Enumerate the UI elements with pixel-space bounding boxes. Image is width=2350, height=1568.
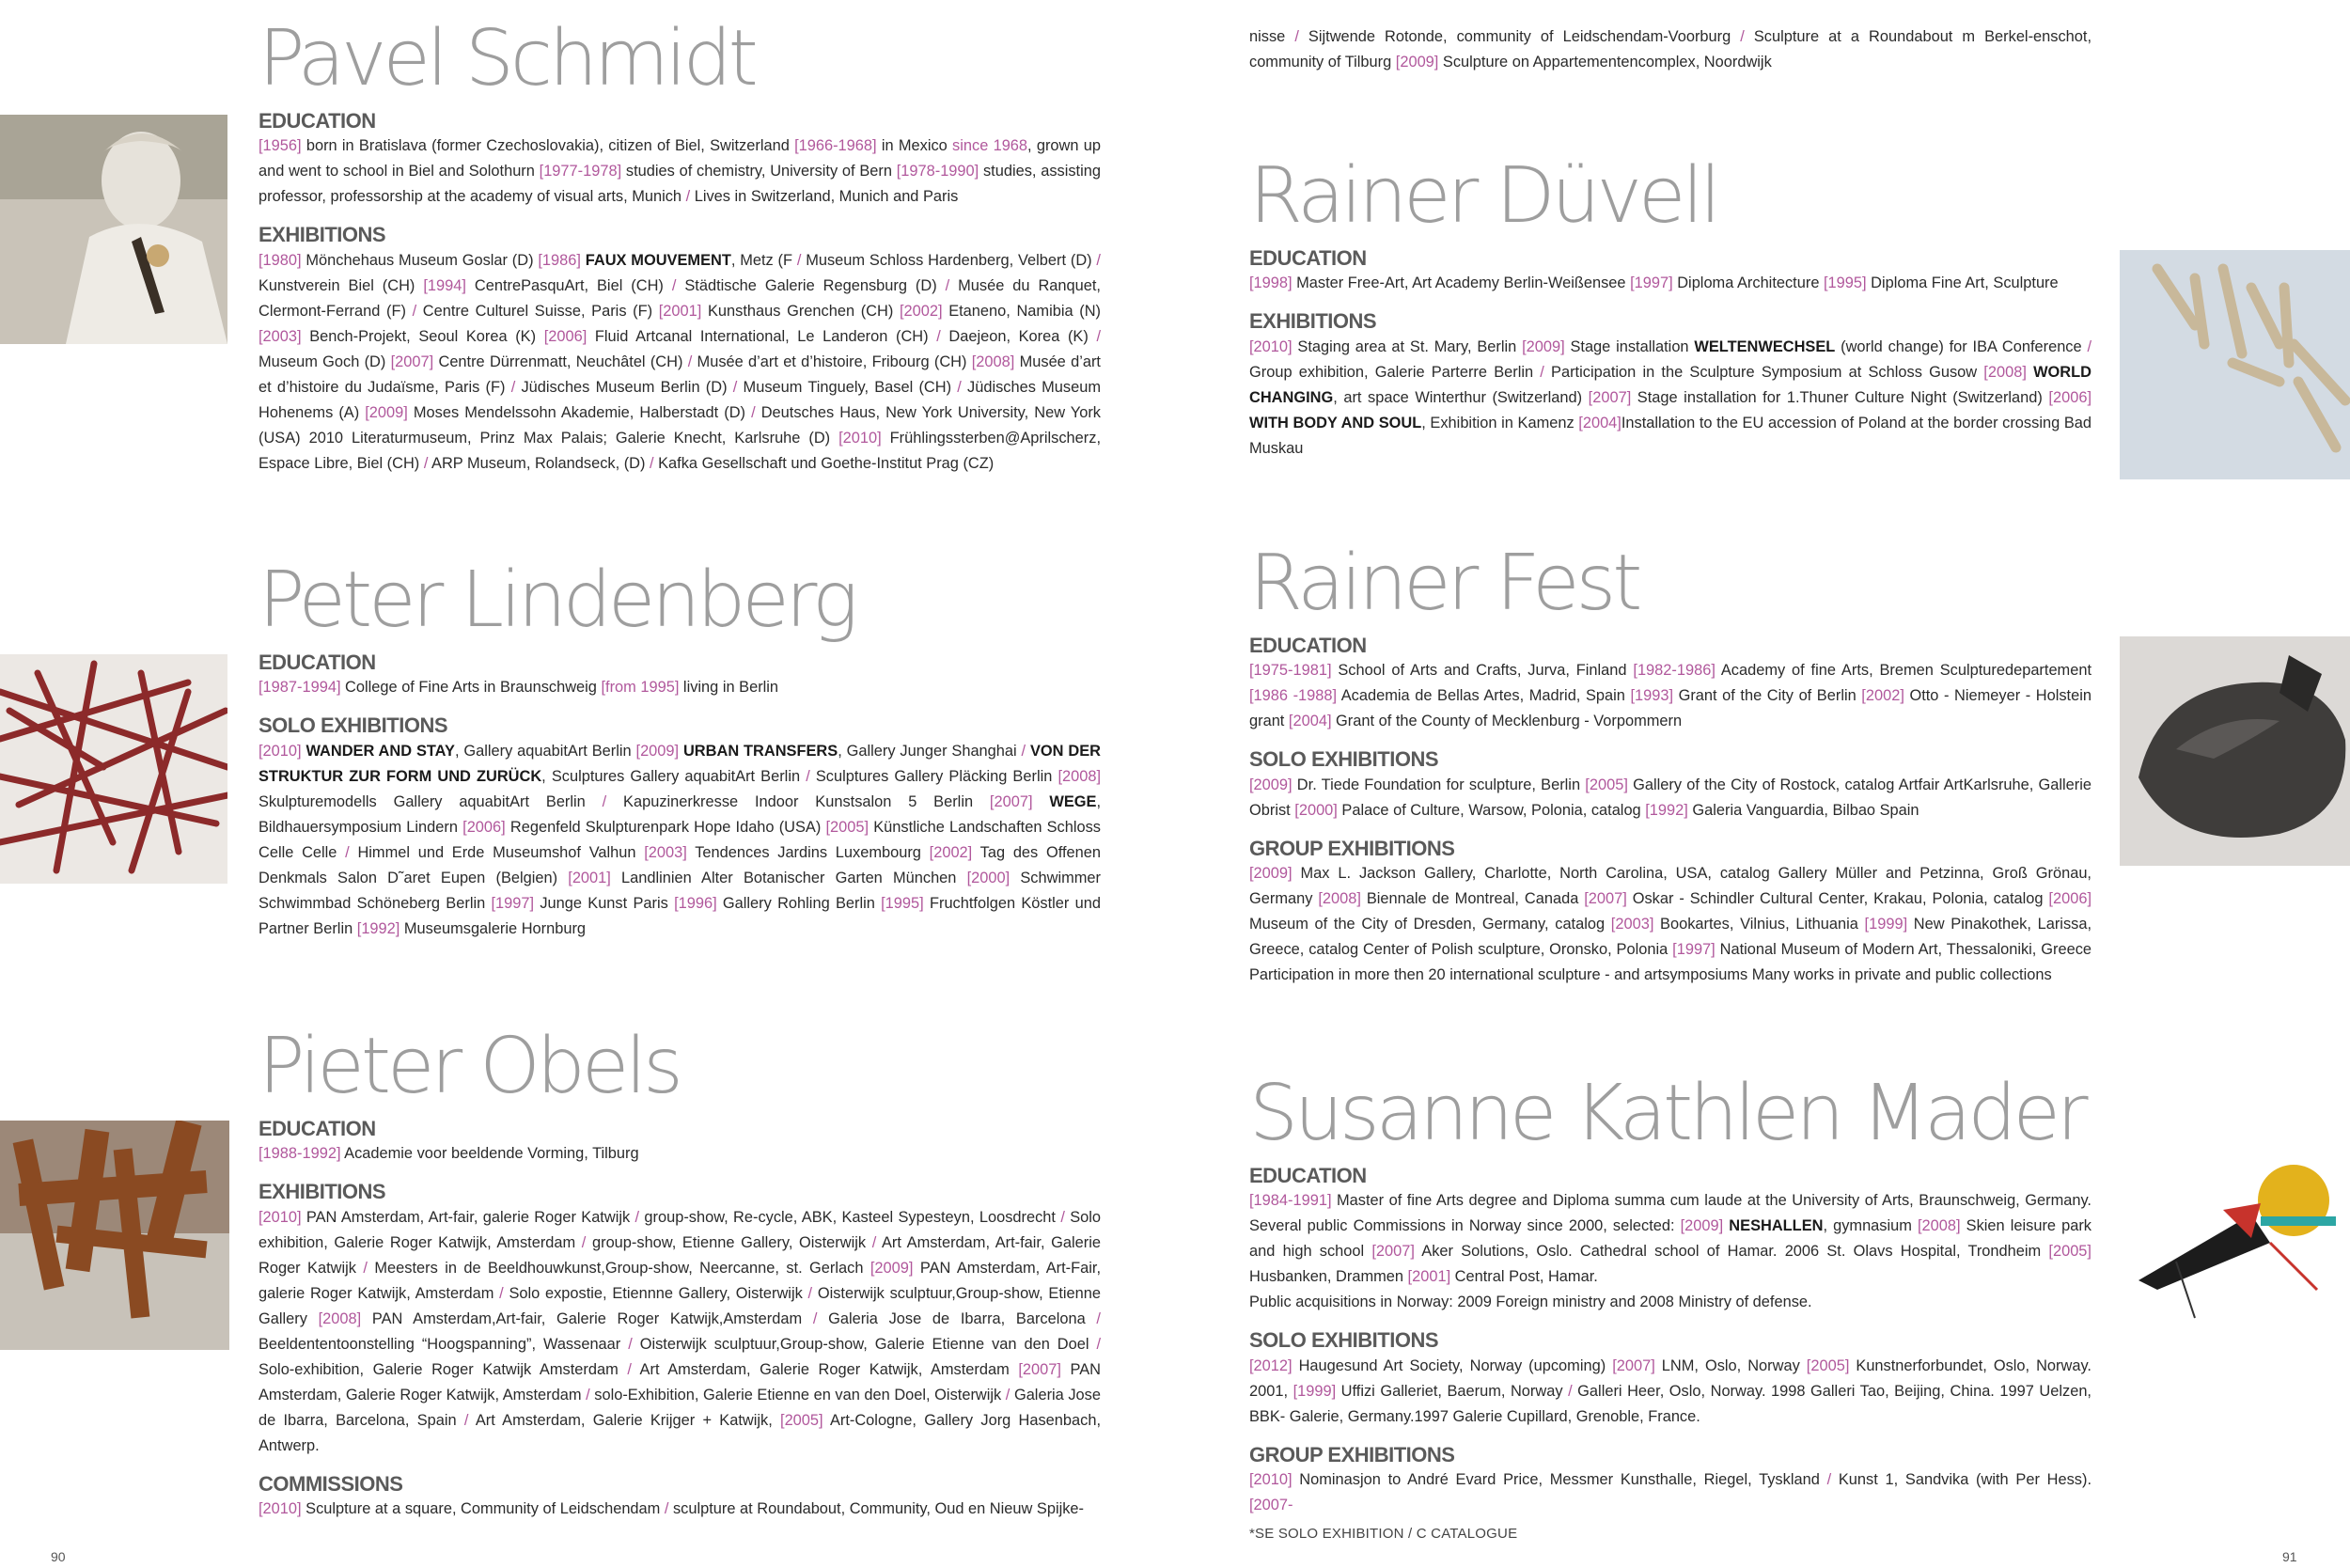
education-text: [1987-1994] College of Fine Arts in Braunschweig [from 1995] living in Berlin (258, 679, 779, 697)
red-stick-sculpture-image (0, 654, 227, 884)
rust-sculpture-image (0, 1121, 229, 1350)
section-heading-education: EDUCATION (1249, 1164, 1367, 1187)
exhibitions-text: [2010] PAN Amsterdam, Art-fair, galerie Roger Katwijk / group-show, Re-cycle, ABK, Kasteel Sypesteyn, Loosdrecht / Solo exhibition, Galerie Roger Katwijk, Amsterdam / group-show, Etienne Gallery, Oisterwijk / Art Amsterdam, Art-fair, Galerie Roger Katwijk / Meesters in de Beeldhouwkunst,Group-show, Neercanne, st. Gerlach [2009] PAN Amsterdam, Art-Fair, galerie Roger Katwijk, Amsterdam / Solo expostie, Etiennne Gallery, Oisterwijk / Oisterwijk sculptuur,Group-show, Etienne Gallery [2008] PAN Amsterdam,Art-fair, Galerie Roger Katwijk,Amsterdam / Galeria Jose de Ibarra, Barcelona / Beeldententoonstelling “Hoogspanning”, Wassenaar / Oisterwijk sculptuur,Group-show, Galerie Etienne van den Doel / Solo-exhibition, Galerie Roger Katwijk Amsterdam / Art Amsterdam, Galerie Roger Katwijk, Amsterdam [2007] PAN Amsterdam, Galerie Roger Katwijk, Amsterdam / solo-Exhibition, Galerie Etienne en van den Doel, Oisterwijk / Galeria Jose de Ibarra, Barcelona, Spain / Art Amsterdam, Galerie Krijger + Katwijk, [2005] Art-Cologne, Gallery Jorg Hasenbach, Antwerp. (258, 1208, 1102, 1454)
section-heading-solo-exhibitions: SOLO EXHIBITIONS (1249, 1328, 1439, 1353)
section-heading-group-exhibitions: GROUP EXHIBITIONS (1249, 1442, 1455, 1466)
geometric-sculpture-image (2120, 1158, 2350, 1324)
artist-photo-obels (0, 1121, 229, 1350)
artist-name: Peter Lindenberg (258, 556, 855, 645)
page-number-right: 91 (2282, 1549, 2297, 1564)
solo-exhibitions-text: [2010] WANDER AND STAY, Gallery aquabitArt Berlin [2009] URBAN TRANSFERS, Gallery Junger Shanghai / VON DER STRUKTUR ZUR FORM UND ZURÜCK, Sculptures Gallery aquabitArt Berlin / Sculptures Gallery Pläcking Berlin [2008] Skulpturemodells Gallery aquabitArt Berlin / Kapuzinerkresse Indoor Kunstsalon 5 Berlin [2007] WEGE, Bildhauersymposium Lindern [2006] Regenfeld Skulpturenpark Hope Idaho (USA) [2005] Künstliche Landschaften Schloss Celle Celle / Himmel und Erde Museumshof Valhun [2003] Tendences Jardins Luxembourg [2002] Tag des Offenen Denkmals Salon D˜aret Eupen (Belgien) [2001] Landlinien Alter Botanischer Garten München [2000] Schwimmer Schwimmbad Schöneberg Berlin [1997] Junge Kunst Paris [1996] Gallery Rohling Berlin [1995] Fruchtfolgen Köstler und Partner Berlin [1992] Museumsgalerie Hornburg (258, 742, 1102, 937)
artist-name: Rainer Düvell (1249, 151, 1718, 241)
section-heading-education: EDUCATION (1249, 634, 1367, 657)
group-exhibitions-text: [2009] Max L. Jackson Gallery, Charlotte, North Carolina, USA, catalog Gallery Müller and Petzinna, Groß Grönau, Germany [2008] Biennale de Montreal, Canada [2007] Oskar - Schindler Cultural Center, Krakau, Polonia, catalog [2006] Museum of the City of Dresden, Germany, catalog [2003] Bookartes, Vilnius, Lithuania [1999] New Pinakothek, Larissa, Greece, catalog Center of Polish sculpture, Oronsko, Polonia [1997] National Museum of Modern Art, Thessaloniki, Greece Participation in more then 20 international sculpture - and artsymposiums Many works in private and public collections (1249, 865, 2092, 984)
section-heading-education: EDUCATION (258, 651, 376, 674)
section-heading-education: EDUCATION (258, 1117, 376, 1140)
section-heading-commissions: COMMISSIONS (258, 1471, 403, 1496)
group-exhibitions-text: [2010] Nominasjon to André Evard Price, Messmer Kunsthalle, Riegel, Tyskland / Kunst 1, Sandvika (with Per Hess). [2007- (1249, 1471, 2092, 1514)
section-heading-education: EDUCATION (258, 109, 376, 133)
section-heading-group-exhibitions: GROUP EXHIBITIONS (1249, 836, 1455, 860)
commissions-text: [2010] Sculpture at a square, Community of Leidschendam / sculpture at Roundabout, Community, Oud en Nieuw Spijke- (258, 1500, 1084, 1518)
exhibitions-text: [2010] Staging area at St. Mary, Berlin [2009] Stage installation WELTENWECHSEL (world change) for IBA Conference / Group exhibition, Galerie Parterre Berlin / Participation in the Sculpture Symposium at Schloss Gusow [2008] WORLD CHANGING, art space Winterthur (Switzerland) [2007] Stage installation for 1.Thuner Culture Night (Switzerland) [2006] WITH BODY AND SOUL, Exhibition in Kamenz [2004]Installation to the EU accession of Poland at the border crossing Bad Muskau (1249, 337, 2092, 457)
section-heading-education: EDUCATION (1249, 246, 1367, 270)
education-text: [1998] Master Free-Art, Art Academy Berlin-Weißensee [1997] Diploma Architecture [1995] Diploma Fine Art, Sculpture (1249, 274, 2059, 292)
solo-exhibitions-text: [2012] Haugesund Art Society, Norway (upcoming) [2007] LNM, Oslo, Norway [2005] Kunstnerforbundet, Oslo, Norway. 2001, [1999] Uffizi Galleriet, Baerum, Norway / Galleri Heer, Oslo, Norway. 1998 Galleri Tao, Beijing, China. 1997 Uelzen, BBK- Galerie, Germany.1997 Galerie Cupillard, Grenoble, France. (1249, 1356, 2092, 1425)
commissions-continuation-text: nisse / Sijtwende Rotonde, community of Leidschendam-Voorburg / Sculpture at a Roundabout m Berkel-enschot, community of Tilburg [2009] Sculpture on Appartementencomplex, Noordwijk (1249, 28, 2092, 71)
dark-stone-image (2120, 636, 2350, 866)
artist-photo-schmidt (0, 115, 227, 344)
artist-photo-mader (2120, 1158, 2350, 1324)
education-text: [1984-1991] Master of fine Arts degree and Diploma summa cum laude at the University of Arts, Braunschweig, Germany. Several public Commissions in Norway since 2000, selected: [2009] NESHALLEN, gymnasium [2008] Skien leisure park and high school [2007] Aker Solutions, Oslo. Cathedral school of Hamar. 2006 St. Olavs Hospital, Trondheim [2005] Husbanken, Drammen [2001] Central Post, Hamar. Public acquisitions in Norway: 2009 Foreign ministry and 2008 Ministry of defense. (1249, 1192, 2092, 1311)
section-heading-exhibitions: EXHIBITIONS (258, 1180, 386, 1204)
artist-name: Pieter Obels (258, 1022, 680, 1111)
artist-photo-lindenberg (0, 654, 227, 884)
exhibitions-text: [1980] Mönchehaus Museum Goslar (D) [1986] FAUX MOUVEMENT, Metz (F / Museum Schloss Hardenberg, Velbert (D) / Kunstverein Biel (CH) [1994] CentrePasquArt, Biel (CH) / Städtische Galerie Regensburg (D) / Musée du Ranquet, Clermont-Ferrand (F) / Centre Culturel Suisse, Paris (F) [2001] Kunsthaus Grenchen (CH) [2002] Etaneno, Namibia (N) [2003] Bench-Projekt, Seoul Korea (K) [2006] Fluid Artcanal International, Le Landeron (CH) / Daejeon, Korea (K) / Museum Goch (D) [2007] Centre Dürrenmatt, Neuchâtel (CH) / Musée d’art et d’histoire, Fribourg (CH) [2008] Musée d’art et d’histoire du Judaïsme, Paris (F) / Jüdisches Museum Berlin (D) / Museum Tinguely, Basel (CH) / Jüdisches Museum Hohenems (A) [2009] Moses Mendelssohn Akademie, Halberstadt (D) / Deutsches Haus, New York University, New York (USA) 2010 Literaturmuseum, Prinz Max Palais; Galerie Knecht, Karlsruhe (D) [2010] Frühlingssterben@Aprilscherz, Espace Libre, Biel (CH) / ARP Museum, Rolandseck, (D) / Kafka Gesellschaft und Goethe-Institut Prag (CZ) (258, 251, 1101, 472)
artist-photo-duvell (2120, 250, 2350, 479)
education-text: [1988-1992] Academie voor beeldende Vorming, Tilburg (258, 1145, 639, 1163)
page-number-left: 90 (51, 1549, 66, 1564)
education-text: [1975-1981] School of Arts and Crafts, Jurva, Finland [1982-1986] Academy of fine Arts, Bremen Sculpturedepartement [1986 -1988] Academia de Bellas Artes, Madrid, Spain [1993] Grant of the City of Berlin [2002] Otto - Niemeyer - Holstein grant [2004] Grant of the County of Mecklenburg - Vorpommern (1249, 662, 2092, 730)
footnote: *SE SOLO EXHIBITION / C CATALOGUE (1249, 1526, 1518, 1542)
section-heading-exhibitions: EXHIBITIONS (1249, 309, 1377, 334)
solo-exhibitions-text: [2009] Dr. Tiede Foundation for sculpture, Berlin [2005] Gallery of the City of Rostock, catalog Artfair ArtKarlsruhe, Gallerie Obrist [2000] Palace of Culture, Warsow, Polonia, catalog [1992] Galeria Vanguardia, Bilbao Spain (1249, 776, 2092, 819)
artist-name: Susanne Kathlen Mader (1249, 1069, 2085, 1158)
wooden-sticks-image (2120, 250, 2350, 479)
artist-name: Pavel Schmidt (258, 14, 755, 103)
artist-photo-fest (2120, 636, 2350, 866)
section-heading-solo-exhibitions: SOLO EXHIBITIONS (258, 713, 448, 738)
education-text: [1956] born in Bratislava (former Czechoslovakia), citizen of Biel, Switzerland [1966-1968] in Mexico since 1968, grown up and went to school in Biel and Solothurn [1977-1978] studies of chemistry, University of Bern [1978-1990] studies, assisting professor, professorship at the academy of visual arts, Munich / Lives in Switzerland, Munich and Paris (258, 137, 1101, 206)
section-heading-solo-exhibitions: SOLO EXHIBITIONS (1249, 747, 1439, 772)
artist-name: Rainer Fest (1249, 539, 1639, 628)
sculpture-bust-image (0, 115, 227, 344)
section-heading-exhibitions: EXHIBITIONS (258, 223, 386, 247)
